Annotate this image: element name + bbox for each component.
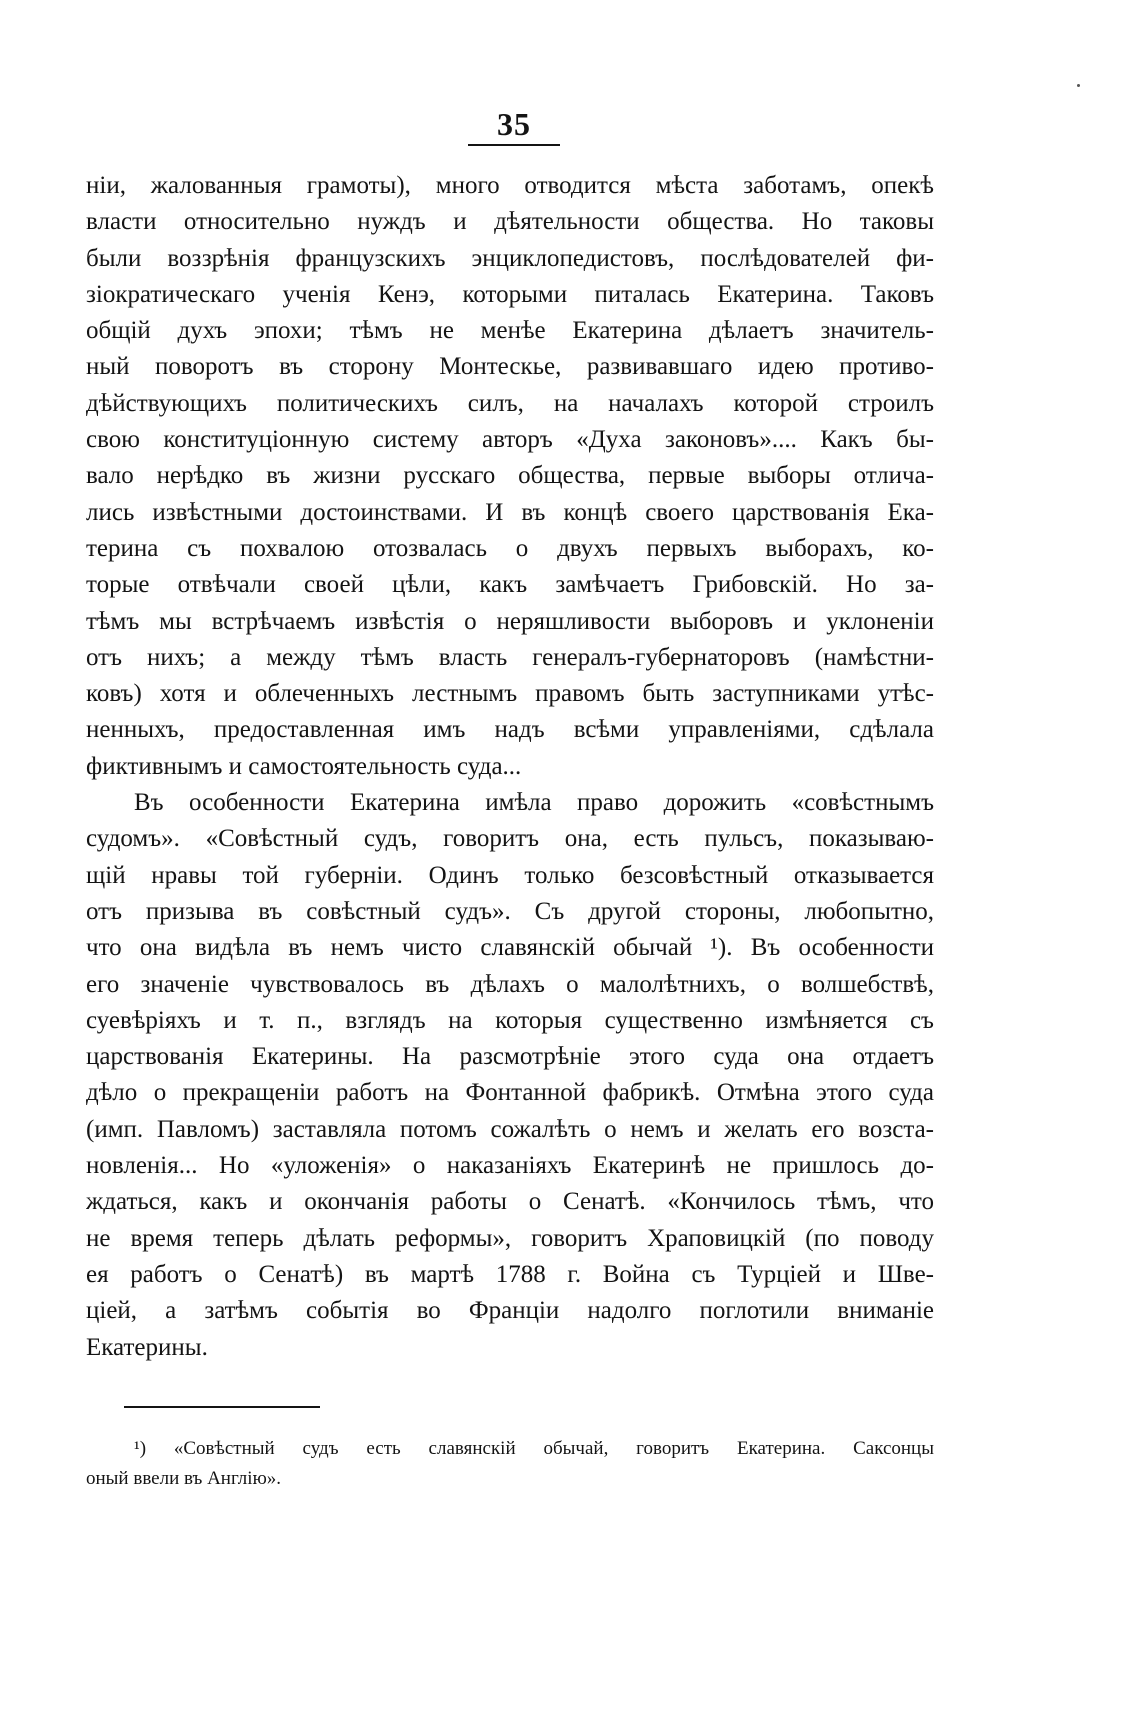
text-line: власти относительно нуждъ и дѣятельности общества. Но таковы <box>86 208 934 236</box>
text-line: дѣло о прекращеніи работъ на Фонтанной фабрикѣ. Отмѣна этого суда <box>86 1079 934 1107</box>
text-line: новленія... Но «уложенія» о наказаніяхъ Екатеринѣ не пришлось до- <box>86 1152 934 1180</box>
text-line: отъ призыва въ совѣстный судъ». Съ другой стороны, любопытно, <box>86 897 934 925</box>
text-line: ковъ) хотя и облеченныхъ лестнымъ правомъ быть заступниками утѣс- <box>86 680 934 708</box>
text-line: торые отвѣчали своей цѣли, какъ замѣчаетъ Грибовскій. Но за- <box>86 571 934 599</box>
text-line: его значеніе чувствовалось въ дѣлахъ о малолѣтнихъ, о волшебствѣ, <box>86 970 934 998</box>
footnote-line: оный ввели въ Англію». <box>86 1468 282 1489</box>
paragraph-end-line: фиктивнымъ и самостоятельность суда... <box>86 752 522 780</box>
text-line: лись извѣстными достоинствами. И въ концѣ своего царствованія Ека- <box>86 498 934 526</box>
text-line: терина съ похвалою отозвалась о двухъ первыхъ выборахъ, ко- <box>86 534 934 562</box>
text-line: ціей, а затѣмъ событія во Франціи надолго поглотили вниманіе <box>86 1297 934 1325</box>
text-line: царствованія Екатерины. На разсмотрѣніе этого суда она отдаетъ <box>86 1043 934 1071</box>
text-line-with-footnote-ref: что она видѣла въ немъ чисто славянскій обычай ¹). Въ особенности <box>86 934 934 962</box>
text-line: дѣйствующихъ политическихъ силъ, на началахъ которой строилъ <box>86 389 934 417</box>
text-line: общій духъ эпохи; тѣмъ не менѣе Екатерина дѣлаетъ значитель- <box>86 317 934 345</box>
text-line: тѣмъ мы встрѣчаемъ извѣстія о неряшливости выборовъ и уклоненіи <box>86 607 934 635</box>
scan-mark <box>1077 84 1080 87</box>
footnote-separator <box>124 1406 320 1408</box>
text-line: зіократическаго ученія Кенэ, которыми питалась Екатерина. Таковъ <box>86 280 934 308</box>
text-line: вало нерѣдко въ жизни русскаго общества, первые выборы отлича- <box>86 462 934 490</box>
page-number-underline <box>468 144 560 146</box>
text-line: (имп. Павломъ) заставляла потомъ сожалѣть о немъ и желать его возста- <box>86 1115 934 1143</box>
text-line: ждаться, какъ и окончанія работы о Сенатѣ. «Кончилось тѣмъ, что <box>86 1188 934 1216</box>
text-line: были воззрѣнія французскихъ энциклопедистовъ, послѣдователей фи- <box>86 244 934 272</box>
text-line: щій нравы той губерніи. Одинъ только безсовѣстный отказывается <box>86 861 934 889</box>
paragraph-end-line: Екатерины. <box>86 1333 208 1361</box>
body-text <box>86 168 934 1366</box>
page-number: 35 <box>497 106 531 142</box>
paragraph-start-line: Въ особенности Екатерина имѣла право дорожить «совѣстнымъ <box>134 789 934 817</box>
text-line: отъ нихъ; а между тѣмъ власть генералъ-губернаторовъ (намѣстни- <box>86 643 934 671</box>
text-line: свою конституціонную систему авторъ «Духа законовъ».... Какъ бы- <box>86 426 934 454</box>
text-line: ніи, жалованныя грамоты), много отводится мѣста заботамъ, опекѣ <box>86 172 934 199</box>
text-line: не время теперь дѣлать реформы», говоритъ Храповицкій (по поводу <box>86 1224 934 1252</box>
text-line: судомъ». «Совѣстный судъ, говоритъ она, есть пульсъ, показываю- <box>86 825 934 853</box>
footnotes <box>86 1434 934 1494</box>
text-line: ненныхъ, предоставленная имъ надъ всѣми управленіями, сдѣлала <box>86 716 934 744</box>
text-line: суевѣріяхъ и т. п., взглядъ на которыя существенно измѣняется съ <box>86 1006 934 1034</box>
text-line: ный поворотъ въ сторону Монтескье, развивавшаго идею противо- <box>86 353 934 381</box>
text-line: ея работъ о Сенатѣ) въ мартѣ 1788 г. Война съ Турціей и Шве- <box>86 1260 934 1288</box>
footnote-line: ¹) «Совѣстный судъ есть славянскій обычай, говоритъ Екатерина. Саксонцы <box>134 1438 934 1459</box>
